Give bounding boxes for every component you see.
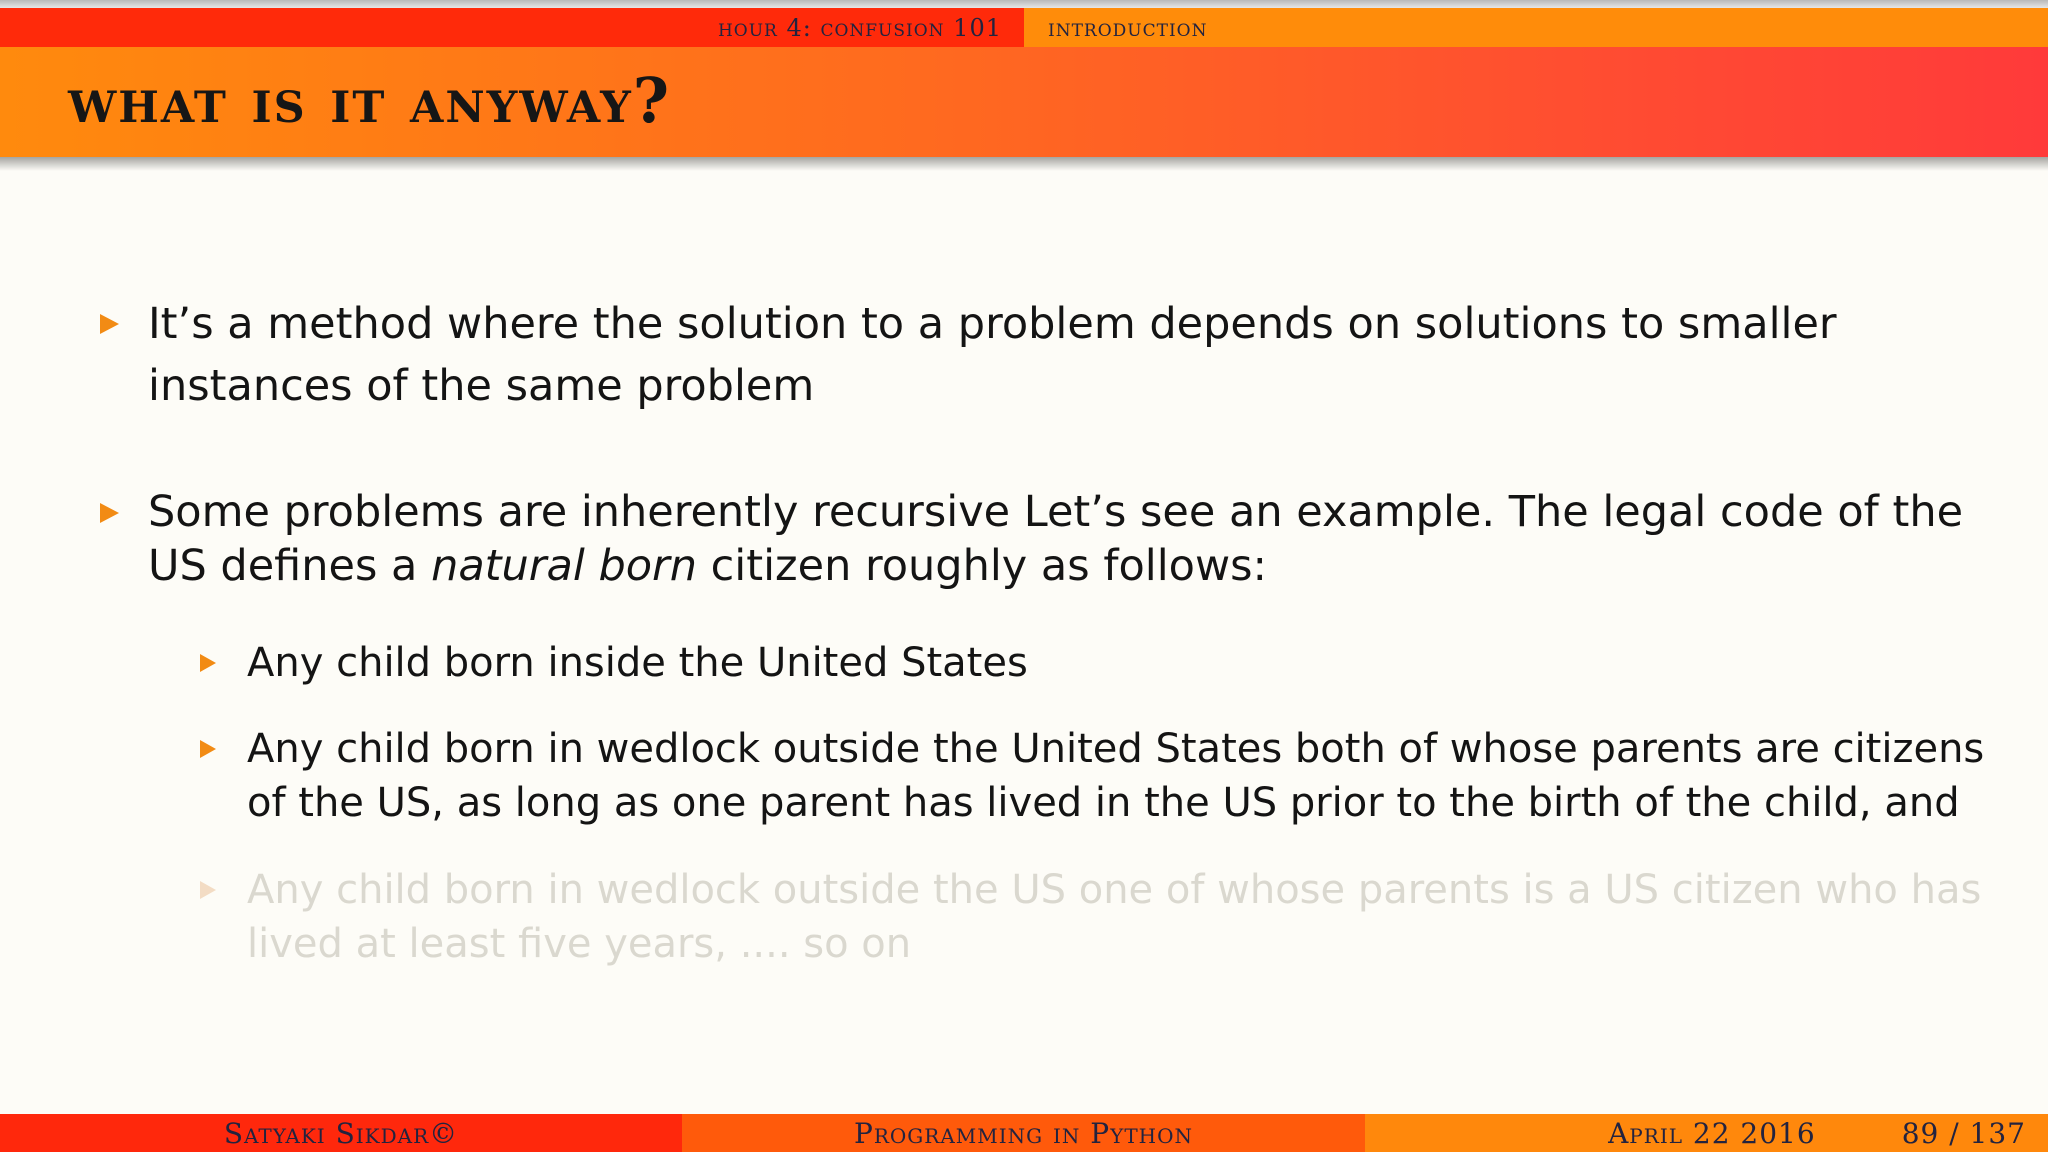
footer-bar xyxy=(0,1114,2048,1152)
footer-course: Programming in Python xyxy=(853,1116,1194,1150)
nav-subsection-link[interactable]: introduction xyxy=(1048,13,1208,42)
sub-bullet-text: Any child born in wedlock outside the United States both of whose parents are citizens of the US, as long as one parent has lived in the US prior to the birth of the child, and xyxy=(247,726,1985,826)
bullet-text-start: Some problems are inherently recursive Let’s see an example. The legal code of the US defines a xyxy=(148,487,1964,591)
footer-author: Satyaki Sikdar© xyxy=(223,1116,459,1150)
bullet-triangle-icon xyxy=(200,881,216,899)
bullet-emphasis: natural born xyxy=(431,541,697,591)
footer-date: April 22 2016 xyxy=(1608,1116,1816,1150)
sub-bullet-item xyxy=(200,722,2005,830)
slide-title: what is it anyway? xyxy=(68,63,672,137)
bullet-text: It’s a method where the solution to a problem depends on solutions to smaller instances of the same problem xyxy=(148,299,1837,411)
footer-course-cell xyxy=(682,1114,1365,1152)
bullet-item xyxy=(100,293,2005,417)
sub-bullet-text: Any child born inside the United States xyxy=(247,640,1028,686)
footer-page-number: 89 / 137 xyxy=(1901,1116,2026,1150)
sub-bullet-item xyxy=(200,636,2005,690)
bullet-text-end: citizen roughly as follows: xyxy=(696,541,1268,591)
bullet-item xyxy=(100,485,2005,593)
nav-section-link[interactable]: hour 4: confusion 101 xyxy=(717,13,1002,42)
footer-author-cell xyxy=(0,1114,682,1152)
footer-date-cell xyxy=(1365,1114,2048,1152)
sub-bullet-text: Any child born in wedlock outside the US one of whose parents is a US citizen who has lived at least five years, .... so on xyxy=(247,867,1982,967)
bullet-text xyxy=(148,485,2005,593)
sub-bullet-item-faded xyxy=(200,863,2005,971)
bullet-triangle-icon xyxy=(100,314,119,334)
bullet-triangle-icon xyxy=(100,503,119,523)
bullet-triangle-icon xyxy=(200,654,216,672)
bullet-triangle-icon xyxy=(200,740,216,758)
